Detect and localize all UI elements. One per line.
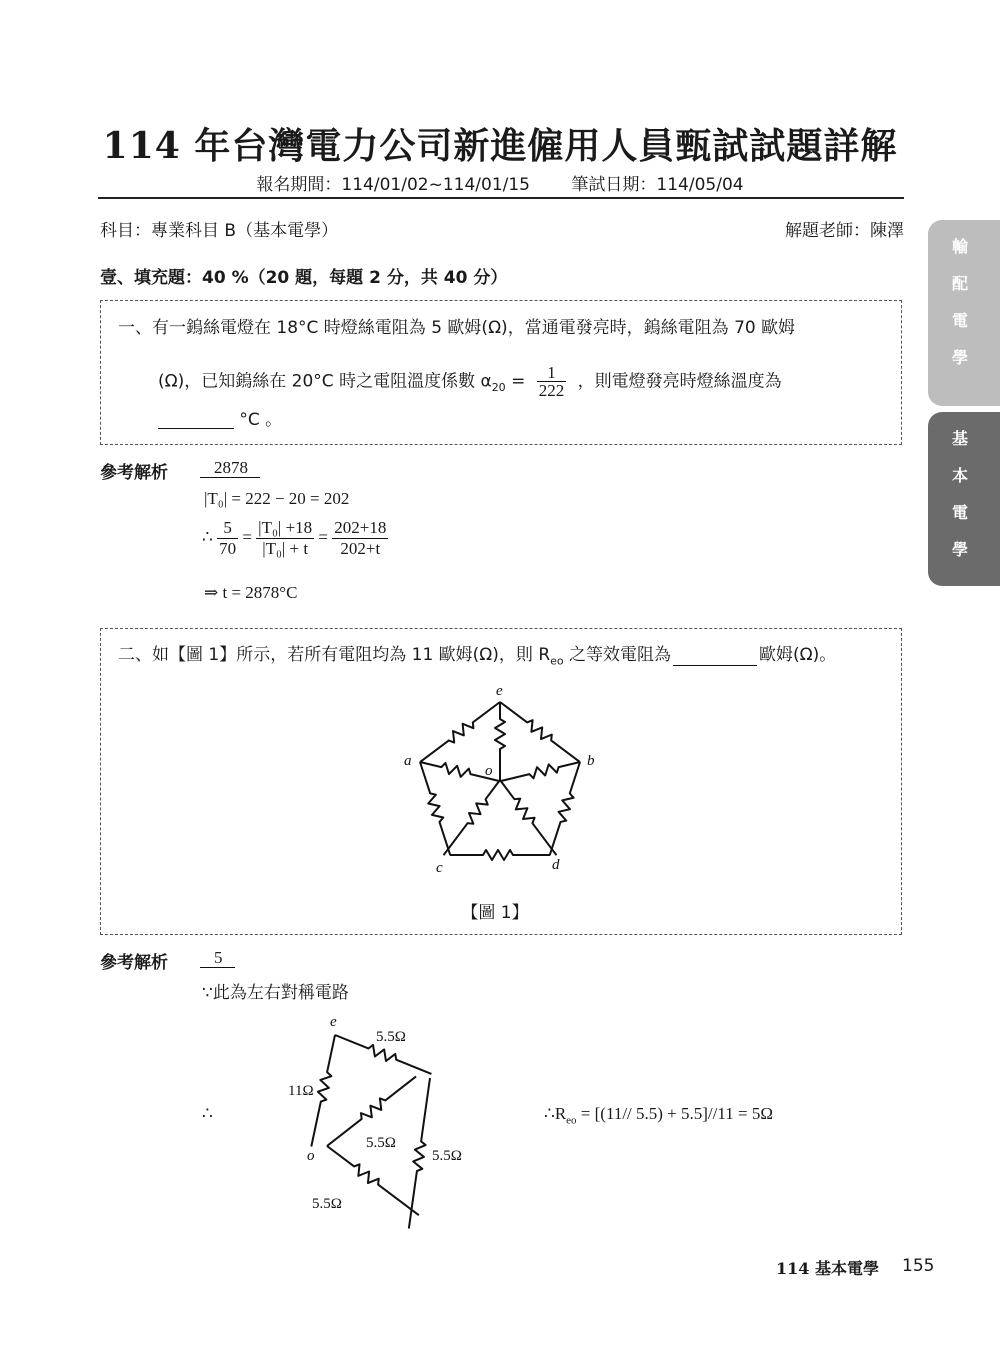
q1-eq: =	[511, 371, 526, 392]
q1-line1: 一、有一鎢絲電燈在 18°C 時燈絲電阻為 5 歐姆(Ω)，當通電發亮時，鎢絲電阻為 70 歐姆	[118, 318, 796, 338]
exam-dates	[0, 170, 1000, 195]
tab-char: 電	[951, 503, 968, 522]
solution-2-answer	[200, 948, 235, 968]
q2-line1	[118, 647, 836, 666]
resistor-e-b	[497, 698, 583, 766]
frac-num: |T₀| +18	[258, 518, 313, 537]
registration-period: 報名期間：114/01/02~114/01/15	[256, 175, 530, 195]
frac-num: 202+18	[334, 518, 387, 537]
tab-char: 基	[951, 429, 968, 448]
solution-2-label: 參考解析	[100, 953, 168, 973]
resistor-b-d	[545, 760, 585, 856]
solution-1-answer	[200, 458, 260, 478]
node-e-label: e	[330, 1014, 337, 1030]
q2-text-c: 歐姆(Ω)。	[759, 645, 837, 665]
side-tab-basic-electricity	[928, 412, 1000, 586]
resistor-b-o	[499, 757, 581, 786]
sol2-therefore: ∴	[202, 1104, 213, 1123]
result-prefix: ∴R	[544, 1104, 567, 1123]
node-o-label: o	[485, 763, 493, 779]
q2-r-sub: eo	[550, 654, 564, 668]
answer-blank	[673, 647, 757, 666]
tab-char: 配	[951, 274, 968, 293]
tab-char: 學	[951, 540, 968, 559]
node-d-label: d	[552, 857, 560, 873]
q1-line3	[158, 410, 282, 429]
resistor-c-d	[450, 850, 550, 860]
sol1-frac-2	[256, 518, 314, 559]
frac-den: |T₀| + t	[262, 539, 309, 558]
resistor-e-a	[417, 698, 503, 766]
tab-char: 輸	[951, 237, 968, 256]
exam-date: 筆試日期：114/05/04	[571, 175, 744, 195]
q1-fraction	[537, 364, 567, 399]
sol2-result	[544, 1104, 773, 1126]
sol1-step1: |T₀| = 222 − 20 = 202	[204, 489, 350, 508]
sol1-step3: ⇒ t = 2878°C	[204, 583, 298, 602]
node-b-label: b	[587, 753, 595, 769]
q1-line2-text: (Ω)，已知鎢絲在 20°C 時之電阻溫度係數 α	[158, 371, 492, 392]
side-tab-distribution	[928, 220, 1000, 406]
frac-den: 70	[219, 539, 237, 558]
sol1-frac-3	[332, 518, 388, 559]
label-r-top: 5.5Ω	[376, 1029, 406, 1045]
title-divider	[98, 197, 904, 199]
q2-text-a: 二、如【圖 1】所示，若所有電阻均為 11 歐姆(Ω)，則 R	[118, 645, 551, 665]
sol1-step2	[202, 518, 388, 559]
footer-label: 114 基本電學	[776, 1259, 879, 1278]
page-title: 114 年台灣電力公司新進僱用人員甄試試題詳解	[102, 125, 898, 167]
tab-char: 電	[951, 311, 968, 330]
node-c-label: c	[436, 860, 443, 876]
page-number: 155	[902, 1256, 935, 1276]
label-r-right: 5.5Ω	[432, 1148, 462, 1164]
section-heading: 壹、填充題：40 %（20 題，每題 2 分，共 40 分）	[100, 268, 508, 288]
frac-den: 202+t	[340, 539, 381, 558]
frac-num: 5	[217, 518, 238, 539]
q1-line2-text-b: ，則電燈發亮時燈絲溫度為	[577, 371, 782, 392]
sol2-note: ∵此為左右對稱電路	[202, 983, 349, 1003]
therefore-symbol: ∴	[202, 527, 213, 547]
label-r-middle: 5.5Ω	[366, 1135, 396, 1151]
teacher: 解題老師：陳澤	[785, 221, 904, 241]
node-o-label: o	[307, 1148, 315, 1164]
node-a-label: a	[404, 753, 412, 769]
result-sub: eo	[566, 1114, 577, 1127]
resistor-o-c	[440, 777, 504, 858]
resistor-e-o	[495, 702, 505, 780]
solution-1-label: 參考解析	[100, 463, 168, 483]
q1-line2	[158, 364, 782, 399]
node-e-label: e	[496, 683, 503, 699]
q1-alpha-sub: 20	[491, 380, 506, 394]
answer-blank	[158, 410, 234, 429]
tab-char: 學	[951, 348, 968, 367]
equals: =	[318, 527, 328, 547]
figure-1-circuit	[390, 680, 610, 880]
sol1-frac-1	[217, 518, 238, 559]
subject: 科目：專業科目 B（基本電學）	[100, 221, 339, 241]
figure-1-caption: 【圖 1】	[461, 903, 529, 923]
result-equation: = [(11// 5.5) + 5.5]//11 = 5Ω	[580, 1104, 773, 1123]
resistor-o-d	[496, 777, 560, 858]
label-r-bottom: 5.5Ω	[312, 1196, 342, 1212]
label-r-left: 11Ω	[288, 1083, 314, 1099]
q1-frac-num: 1	[537, 364, 567, 382]
answer-value: 2878	[200, 458, 260, 478]
half-circuit-diagram	[280, 1010, 510, 1240]
q1-unit: °C 。	[239, 410, 283, 430]
answer-value: 5	[200, 948, 235, 968]
equals: =	[242, 527, 252, 547]
tab-char: 本	[951, 466, 968, 485]
q1-frac-den: 222	[538, 381, 565, 400]
q2-text-b: 之等效電阻為	[569, 645, 672, 665]
